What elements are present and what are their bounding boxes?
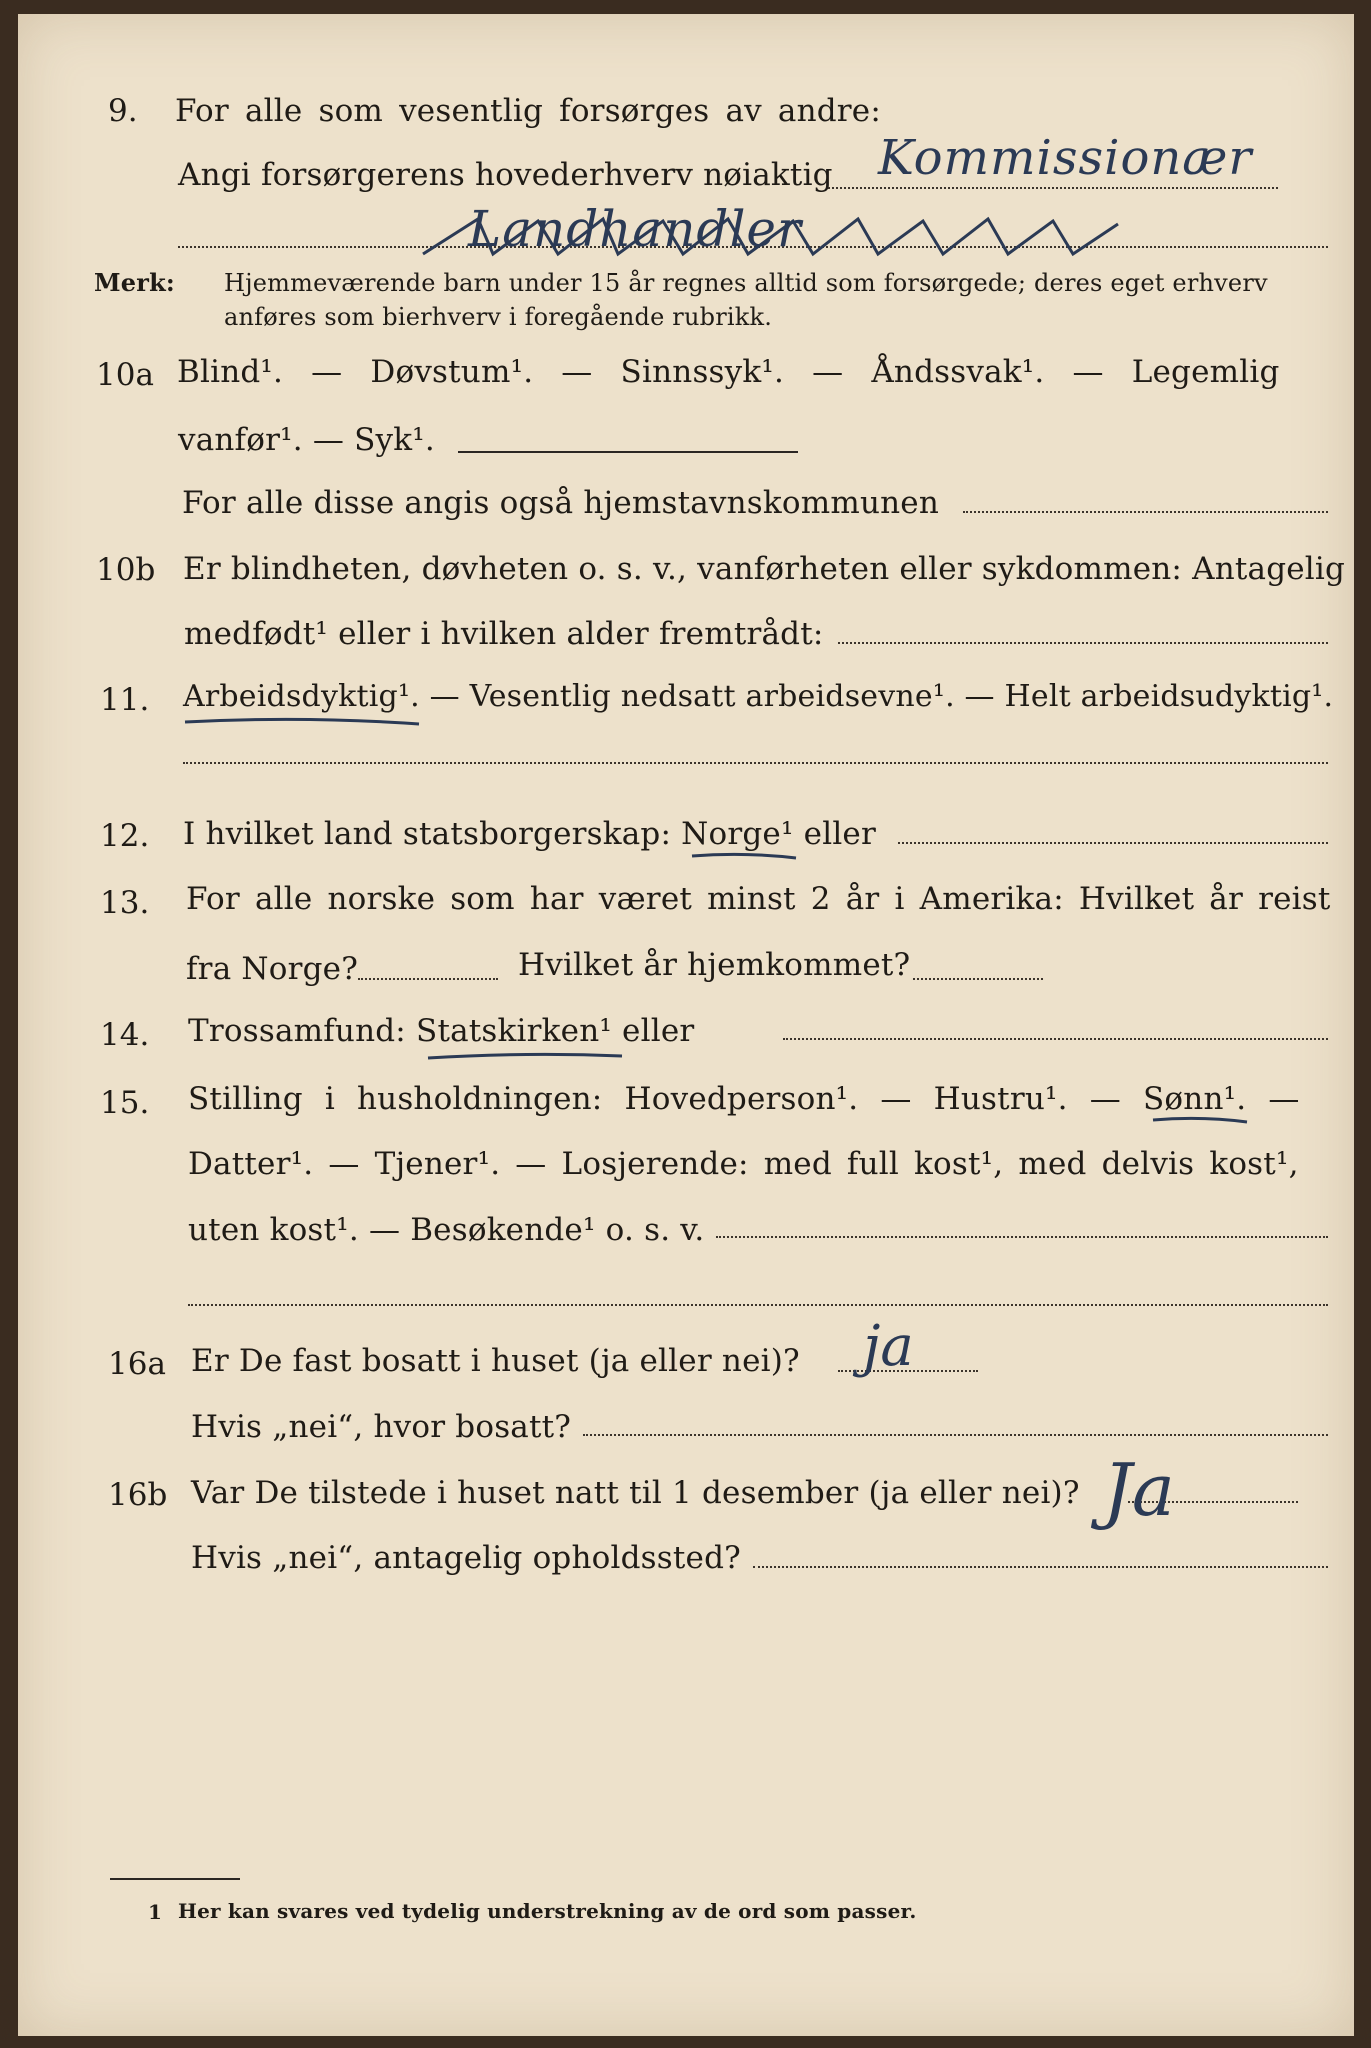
q10b-line1: Er blindheten, døvheten o. s. v., vanførheten eller sykdommen: Antagelig	[183, 551, 1346, 587]
q15-line3: uten kost¹. — Besøkende¹ o. s. v.	[188, 1212, 705, 1248]
q16b-handwritten-answer: Ja	[1103, 1448, 1175, 1532]
q9-line2: Angi forsørgerens hovederhverv nøiaktig	[178, 157, 833, 193]
q9-handwritten-answer: Kommissionær	[878, 130, 1253, 186]
q10a-line3-answer	[963, 511, 1328, 513]
q14-number: 14.	[100, 1017, 150, 1053]
q12-answer-line	[898, 842, 1328, 844]
q13-year-returned-line	[913, 978, 1043, 980]
q16b-number: 16b	[108, 1477, 168, 1513]
q16a-number: 16a	[108, 1346, 166, 1382]
q15-line2: Datter¹. — Tjener¹. — Losjerende: med full kost¹, med delvis kost¹,	[188, 1146, 1299, 1182]
q9-answer-line	[828, 187, 1278, 189]
underline-sonn	[1151, 1114, 1251, 1126]
footnote-rule	[110, 1878, 240, 1880]
q9-number: 9.	[108, 93, 138, 129]
q14-line1: Trossamfund: Statskirken¹ eller	[188, 1013, 695, 1049]
q15-second-line	[188, 1304, 1328, 1306]
q12-number: 12.	[100, 818, 150, 854]
q16a-second-line	[583, 1434, 1328, 1436]
q10b-line2: medfødt¹ eller i hvilken alder fremtrådt:	[184, 616, 824, 652]
q9-struck-answer: Landhandler	[468, 200, 802, 258]
q16b-line2: Hvis „nei“, antagelig opholdssted?	[191, 1540, 741, 1576]
q16a-line1: Er De fast bosatt i huset (ja eller nei)?	[191, 1343, 800, 1379]
q9-line1: For alle som vesentlig forsørges av andre:	[175, 93, 881, 129]
q15-number: 15.	[100, 1085, 150, 1121]
q12-line1: I hvilket land statsborgerskap: Norge¹ eller	[183, 816, 876, 852]
q13-year-left-line	[358, 978, 498, 980]
q10b-number: 10b	[96, 552, 156, 588]
footnote-marker: 1	[148, 1900, 163, 1924]
q10a-line3: For alle disse angis også hjemstavnskommunen	[182, 485, 939, 521]
q10a-line2-answer	[458, 451, 798, 453]
q16a-handwritten-answer: ja	[863, 1314, 914, 1379]
note-label: Merk:	[94, 268, 175, 297]
note-line2: anføres som bierhverv i foregående rubrikk.	[224, 303, 773, 331]
q13-line1: For alle norske som har været minst 2 år i Amerika: Hvilket år reist	[186, 881, 1331, 917]
underline-norge	[690, 850, 800, 862]
q11-number: 11.	[100, 682, 150, 718]
q10a-number: 10a	[96, 357, 154, 393]
q16b-line1: Var De tilstede i huset natt til 1 desember (ja eller nei)?	[191, 1475, 1080, 1511]
note-line1: Hjemmeværende barn under 15 år regnes alltid som forsørgede; deres eget erhverv	[224, 269, 1268, 297]
q14-answer-line	[783, 1038, 1328, 1040]
q10b-answer-line	[838, 642, 1328, 644]
footnote-text: Her kan svares ved tydelig understrekning av de ord som passer.	[178, 1899, 917, 1923]
q15-answer-line	[716, 1236, 1328, 1238]
underline-arbeidsdyktig	[183, 714, 423, 728]
q13-line2b: Hvilket år hjemkommet?	[518, 947, 911, 983]
q11-answer-line	[183, 762, 1328, 764]
strike-through-scribble	[418, 209, 1168, 269]
q10a-line1: Blind¹. — Døvstum¹. — Sinnssyk¹. — Åndssvak¹. — Legemlig	[177, 354, 1280, 390]
q10a-line2: vanfør¹. — Syk¹.	[178, 422, 435, 458]
q16a-line2: Hvis „nei“, hvor bosatt?	[191, 1409, 572, 1445]
q15-line1: Stilling i husholdningen: Hovedperson¹. — Hustru¹. — Sønn¹. —	[188, 1081, 1300, 1117]
q11-line1: Arbeidsdyktig¹. — Vesentlig nedsatt arbeidsevne¹. — Helt arbeidsudyktig¹.	[183, 679, 1334, 714]
census-form-page	[18, 14, 1354, 2036]
q16b-second-line	[753, 1566, 1328, 1568]
underline-statskirken	[426, 1050, 626, 1062]
q13-line2a: fra Norge?	[186, 951, 359, 987]
q13-number: 13.	[100, 885, 150, 921]
